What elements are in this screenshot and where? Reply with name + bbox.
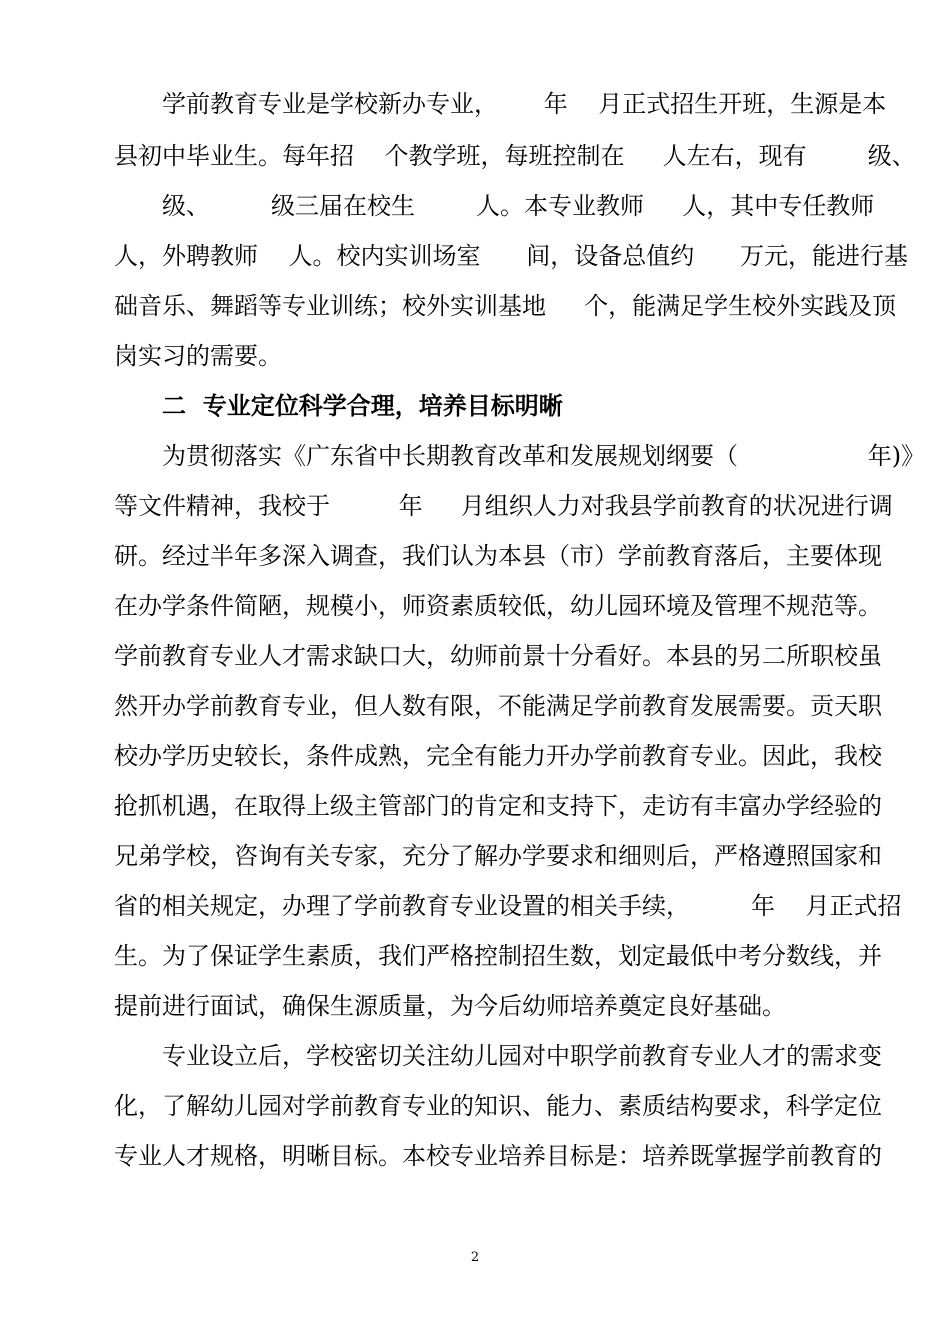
paragraph-1-line-2: 县初中毕业生。每年招 个教学班，每班控制在 人左右，现有 级、 (114, 142, 916, 170)
paragraph-1-line-4: 人，外聘教师 人。校内实训场室 间，设备总值约 万元，能进行基 (114, 242, 909, 270)
paragraph-1-line-6: 岗实习的需要。 (114, 342, 282, 370)
paragraph-2-line-5: 学前教育专业人才需求缺口大，幼师前景十分看好。本县的另二所职校虽 (114, 642, 882, 670)
section-heading: 二 专业定位科学合理，培养目标明晰 (162, 392, 563, 420)
paragraph-2-line-2: 等文件精神，我校于 年 月组织人力对我县学前教育的状况进行调 (114, 492, 893, 520)
page-number: 2 (470, 1250, 480, 1265)
paragraph-1-line-1: 学前教育专业是学校新办专业， 年 月正式招生开班，生源是本 (162, 90, 887, 118)
paragraph-2-line-12: 提前进行面试，确保生源质量，为今后幼师培养奠定良好基础。 (114, 992, 786, 1020)
paragraph-1-line-5: 础音乐、舞蹈等专业训练；校外实训基地 个，能满足学生校外实践及顶 (114, 292, 897, 320)
paragraph-3-line-3: 专业人才规格，明晰目标。本校专业培养目标是：培养既掌握学前教育的 (114, 1142, 882, 1170)
paragraph-2-line-7: 校办学历史较长，条件成熟，完全有能力开办学前教育专业。因此，我校 (114, 742, 882, 770)
paragraph-2-line-4: 在办学条件简陋，规模小，师资素质较低，幼儿园环境及管理不规范等。 (114, 592, 882, 620)
paragraph-1-line-3: 级、 级三届在校生 人。本专业教师 人，其中专任教师 (162, 192, 875, 220)
paragraph-2-line-11: 生。为了保证学生素质，我们严格控制招生数，划定最低中考分数线，并 (114, 942, 882, 970)
paragraph-2-line-10: 省的相关规定，办理了学前教育专业设置的相关手续， 年 月正式招 (114, 892, 902, 920)
paragraph-2-line-9: 兄弟学校，咨询有关专家，充分了解办学要求和细则后，严格遵照国家和 (114, 842, 882, 870)
paragraph-2-line-1: 为贯彻落实《广东省中长期教育改革和发展规划纲要（ 年)》 (162, 442, 926, 470)
paragraph-2-line-3: 研。经过半年多深入调查，我们认为本县（市）学前教育落后，主要体现 (114, 542, 882, 570)
paragraph-3-line-2: 化，了解幼儿园对学前教育专业的知识、能力、素质结构要求，科学定位 (114, 1092, 882, 1120)
paragraph-3-line-1: 专业设立后，学校密切关注幼儿园对中职学前教育专业人才的需求变 (162, 1042, 882, 1070)
paragraph-2-line-8: 抢抓机遇，在取得上级主管部门的肯定和支持下，走访有丰富办学经验的 (114, 792, 882, 820)
paragraph-2-line-6: 然开办学前教育专业，但人数有限，不能满足学前教育发展需要。贡天职 (114, 692, 882, 720)
